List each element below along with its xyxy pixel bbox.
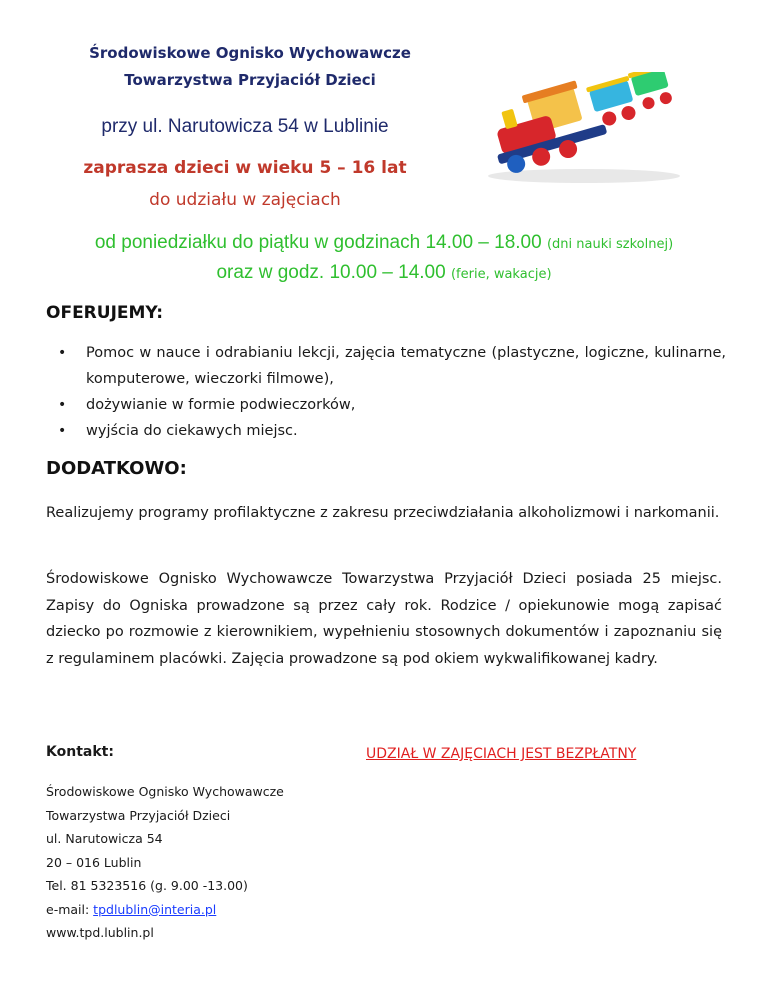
invite-sub-line: do udziału w zajęciach xyxy=(149,190,341,210)
schedule-weekdays: od poniedziałku do piątku w godzinach 14.00 – 18.00 (dni nauki szkolnej) xyxy=(94,232,674,253)
offer-list xyxy=(46,340,726,444)
contact-name-2: Towarzystwa Przyjaciół Dzieci xyxy=(46,807,231,823)
title-line-1: Środowiskowe Ognisko Wychowawcze xyxy=(89,44,411,62)
free-notice: UDZIAŁ W ZAJĘCIACH JEST BEZPŁATNY xyxy=(366,746,637,762)
contact-details xyxy=(46,780,284,945)
title-line-2: Towarzystwa Przyjaciół Dzieci xyxy=(124,71,376,89)
email-link[interactable]: tpdlublin@interia.pl xyxy=(93,901,217,917)
additional-heading: DODATKOWO: xyxy=(46,458,187,479)
offer-heading: OFERUJEMY: xyxy=(46,303,164,323)
contact-phone: Tel. 81 5323516 (g. 9.00 -13.00) xyxy=(46,878,248,893)
contact-heading: Kontakt: xyxy=(46,744,114,760)
paragraph-programs: Realizujemy programy profilaktyczne z zakresu przeciwdziałania alkoholizmowi i narkomanii. xyxy=(46,505,720,521)
address-line: przy ul. Narutowicza 54 w Lublinie xyxy=(101,116,389,137)
paragraph-info: Środowiskowe Ognisko Wychowawcze Towarzystwa Przyjaciół Dzieci posiada 25 miejsc. Zapisy do Ogniska prowadzone są przez cały rok. Rodzice / opiekunowie mogą zapisać dziecko po rozmowie z kierownikiem, wypełnieniu stosownych dokumentów i zapoznaniu się z regulaminem placówki. Zajęcia prowadzone są pod okiem wykwalifikowanej kadry. xyxy=(46,571,722,667)
contact-email-row xyxy=(46,898,284,922)
list-item: • wyjścia do ciekawych miejsc. xyxy=(46,418,726,444)
list-item: • Pomoc w nauce i odrabianiu lekcji, zajęcia tematyczne (plastyczne, logiczne, kulinarne, komputerowe, wieczorki filmowe), xyxy=(46,340,726,392)
contact-city: 20 – 016 Lublin xyxy=(46,854,142,870)
list-item: • dożywianie w formie podwieczorków, xyxy=(46,392,726,418)
contact-name-1: Środowiskowe Ognisko Wychowawcze xyxy=(46,784,284,799)
schedule-holidays-note: (ferie, wakacje) xyxy=(450,267,552,282)
schedule-weekdays-note: (dni nauki szkolnej) xyxy=(546,237,674,252)
invite-line: zaprasza dzieci w wieku 5 – 16 lat xyxy=(83,158,407,178)
email-label: e-mail: xyxy=(46,901,94,917)
contact-website: www.tpd.lublin.pl xyxy=(46,925,154,940)
contact-street: ul. Narutowicza 54 xyxy=(46,831,163,846)
toy-train-icon xyxy=(480,72,688,184)
schedule-holidays: oraz w godz. 10.00 – 14.00 (ferie, wakacje) xyxy=(216,262,552,283)
